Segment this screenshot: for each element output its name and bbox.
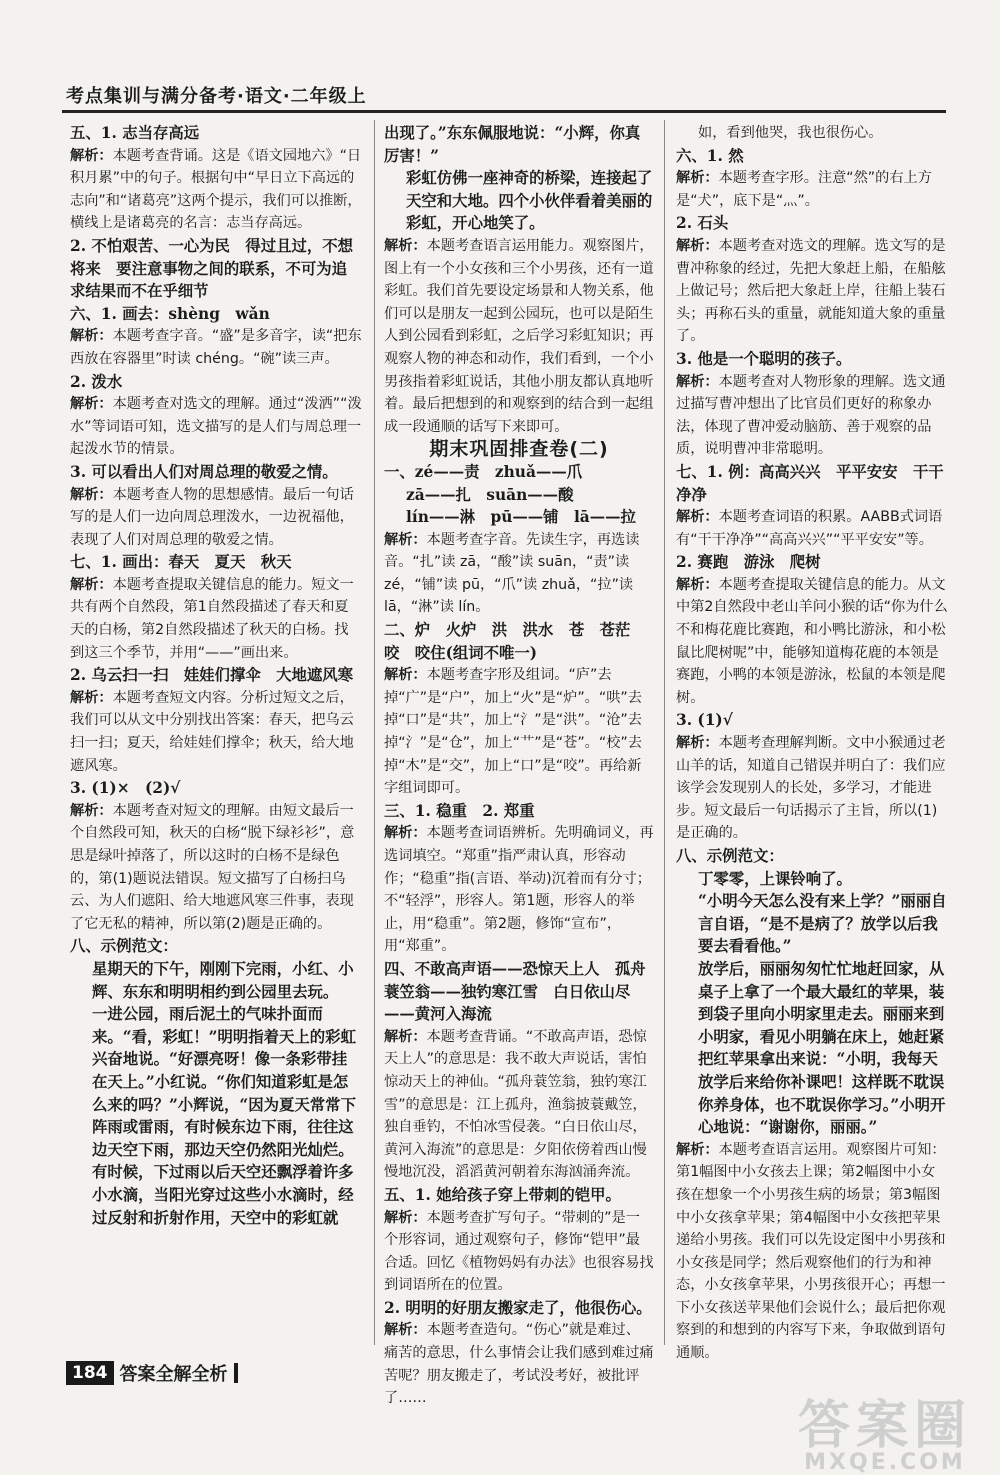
explanation: 解析：本题考查提取关键信息的能力。从文中第2自然段中老山羊问小猴的话“你为什么不和梅花鹿比赛跑，和小鸭比游泳，和小松鼠比爬树呢”中，能够知道梅花鹿的本领是赛跑，小鸭的本领是游泳，松鼠的本领是爬树。 xyxy=(676,576,948,706)
explanation: 解析：本题考查背诵。这是《语文园地六》“日积月累”中的句子。根据句中“早日立下高远的志向”和“诸葛亮”这两个提示，我们可以推断，横线上是诸葛亮的名言：志当存高远。 xyxy=(70,147,362,232)
answer-line: zā——扎 suān——酸 xyxy=(406,485,574,504)
answer-line: 出现了。”东东佩服地说：“小辉，你真厉害！” xyxy=(384,124,641,165)
answer-line: “小明今天怎么没有来上学？”丽丽自言自语，“是不是病了？放学以后我要去看看他。” xyxy=(698,892,947,956)
explanation: 解析：本题考查造句。“伤心”就是难过、痛苦的意思，什么事情会让我们感到难过痛苦呢？朋友搬走了，考试没考好，被批评了…… xyxy=(384,1322,654,1407)
answer-line: 八、示例范文： xyxy=(70,937,178,956)
explanation: 解析：本题考查字形。注意“然”的右上方是“犬”，底下是“灬”。 xyxy=(676,170,932,209)
answer-line: 一、zé——责 zhuǎ——爪 xyxy=(384,462,583,481)
answer-line: 3. (1)√ xyxy=(676,711,733,730)
explanation: 解析：本题考查人物的思想感情。最后一句话写的是人们一边向周总理泼水，一边祝福他，表现了人们对周总理的敬爱之情。 xyxy=(70,486,354,548)
answer-line: 二、炉 火炉 洪 洪水 苍 苍茫 咬 咬住(组词不唯一) xyxy=(384,621,646,662)
explanation: 解析：本题考查短文内容。分析过短文之后，我们可以从文中分别找出答案：春天，把乌云扫一扫；夏天，给娃娃们撑伞；秋天，给大地遮风寒。 xyxy=(70,689,354,774)
running-header: 考点集训与满分备考·语文·二年级上 xyxy=(66,86,367,107)
answer-line: 六、1. 然 xyxy=(676,146,744,165)
answer-line: 四、不敢高声语——恐惊天上人 孤舟蓑笠翁——独钓寒江雪 白日依山尽——黄河入海流 xyxy=(384,959,646,1024)
page-footer xyxy=(66,1360,238,1386)
footer-bar xyxy=(234,1363,238,1383)
answer-line: 七、1. 例：高高兴兴 平平安安 干干净净 xyxy=(676,462,944,504)
answer-line: 六、1. 画去：shèng wǎn xyxy=(70,304,270,323)
explanation: 解析：本题考查扩写句子。“带刺的”是一个形容词，通过观察句子，修饰“铠甲”最合适。回忆《植物妈妈有办法》也很容易找到词语所在的位置。 xyxy=(384,1209,654,1294)
explanation: 解析：本题考查对选文的理解。选文写的是曹冲称象的经过，先把大象赶上船，在船舷上做记号；然后把大象赶上岸，往船上装石头；再称石头的重量，就能知道大象的重量了。 xyxy=(676,237,946,345)
column-2 xyxy=(384,122,654,1410)
explanation: 解析：本题考查理解判断。文中小猴通过老山羊的话，知道自己错误并明白了：我们应该学会发现别人的长处，多学习，才能进步。短文最后一句话揭示了主旨，所以(1)是正确的。 xyxy=(676,735,946,842)
explanation: 解析：本题考查语言运用能力。观察图片，图上有一个小女孩和三个小男孩，还有一道彩虹。我们首先要设定场景和人物关系，他们可以是朋友一起到公园玩，也可以是陌生人到公园看到彩虹，之后学习彩虹知识；再观察人物的神态和动作，我们看到，一个小男孩指着彩虹说话，其他小朋友都认真地听着。最后把想到的和观察到的结合到一起组成一段通顺的话写下来即可。 xyxy=(384,237,654,435)
watermark-url: MXQE.COM xyxy=(804,1450,966,1475)
answer-line: 七、1. 画出：春天 夏天 秋天 xyxy=(70,553,292,572)
answer-line: 2. 泼水 xyxy=(70,372,123,391)
column-divider-1 xyxy=(374,120,375,1345)
footer-label: 答案全解全析 xyxy=(119,1364,228,1385)
header-rule xyxy=(62,110,946,113)
answer-line: 3. (1)× (2)√ xyxy=(70,779,181,798)
column-divider-2 xyxy=(664,120,665,1345)
answer-line: 一进公园，雨后泥土的气味扑面而来。“看，彩虹！”明明指着天上的彩虹兴奋地说。“好漂亮呀！像一条彩带挂在天上。”小红说。“你们知道彩虹是怎么来的吗？”小辉说，“因为夏天常常下阵雨或雷雨，有时候东边下雨，往往这边天空下雨，那边天空仍然阳光灿烂。有时候，下过雨以后天空还飘浮着许多小水滴，当阳光穿过这些小水滴时，经过反射和折射作用，天空中的彩虹就 xyxy=(92,1005,356,1227)
answer-line: 3. 他是一个聪明的孩子。 xyxy=(676,349,852,368)
answer-line: 三、1. 稳重 2. 郑重 xyxy=(384,801,535,820)
explanation: 解析：本题考查对短文的理解。由短文最后一个自然段可知，秋天的白杨“脱下绿衫衫”，意思是绿叶掉落了，所以这时的白杨不是绿色的，第(1)题说法错误。短文描写了白杨扫乌云、为人们遮阳、给大地遮风寒三件事，表现了它无私的精神，所以第(2)题是正确的。 xyxy=(70,802,355,932)
explanation: 解析：本题考查词语的积累。AABB式词语有“干干净净”“高高兴兴”“平平安安”等。 xyxy=(676,509,943,548)
answer-line: 3. 可以看出人们对周总理的敬爱之情。 xyxy=(70,462,338,481)
section-title: 期末巩固排查卷(二) xyxy=(429,438,609,461)
explanation: 解析：本题考查字音。“盛”是多音字，读“把东西放在容器里”时读 chéng。“碗”读三声。 xyxy=(70,328,362,367)
answer-line: 彩虹仿佛一座神奇的桥梁，连接起了天空和大地。四个小伙伴看着美丽的彩虹，开心地笑了。 xyxy=(406,169,653,233)
explanation: 解析：本题考查字音。先读生字，再选读音。“扎”读 zā，“酸”读 suān，“责”读 zé，“铺”读 pū，“爪”读 zhuǎ，“拉”读 lā，“淋”读 lín。 xyxy=(384,531,640,616)
explanation: 解析：本题考查语言运用。观察图片可知：第1幅图中小女孩去上课；第2幅图中小女孩在想象一个小男孩生病的场景；第3幅图中小女孩拿苹果；第4幅图中小女孩把苹果递给小男孩。我们可以先设定图中小男孩和小女孩是同学；然后观察他们的行为和神态，小女孩拿苹果，小男孩很开心；再想一下小女孩送苹果他们会说什么；最后把你观察到的和想到的内容写下来，争取做到语句通顺。 xyxy=(676,1141,946,1362)
answer-line: 八、示例范文： xyxy=(676,847,784,865)
answer-line: 2. 乌云扫一扫 娃娃们撑伞 大地遮风寒 xyxy=(70,666,354,685)
answer-line: 星期天的下午，刚刚下完雨，小红、小辉、东东和明明相约到公园里去玩。 xyxy=(92,959,354,1001)
answer-line: 如，看到他哭，我也很伤心。 xyxy=(698,125,883,141)
watermark-text: 答案圈 xyxy=(797,1396,972,1456)
answer-line: 2. 石头 xyxy=(676,214,729,233)
explanation: 解析：本题考查对选文的理解。通过“泼洒”“泼水”等词语可知，选文描写的是人们与周总理一起泼水节的情景。 xyxy=(70,396,362,458)
column-3 xyxy=(676,122,948,1365)
answer-line: 2. 不怕艰苦、一心为民 得过且过，不想将来 要注意事物之间的联系，不可为追求结果而不在乎细节 xyxy=(70,236,354,301)
explanation: 解析：本题考查对人物形象的理解。选文通过描写曹冲想出了比官员们更好的称象办法，体现了曹冲爱动脑筋、善于观察的品质，说明曹冲非常聪明。 xyxy=(676,373,946,458)
explanation: 解析：本题考查词语辨析。先明确词义，再选词填空。“郑重”指严肃认真，形容动作；“稳重”指(言语、举动)沉着而有分寸；不“轻浮”，形容人。第1题，形容人的举止，用“稳重”。第2题，修饰“宣布”，用“郑重”。 xyxy=(384,825,654,955)
answer-line: lín——淋 pū——铺 lā——拉 xyxy=(406,508,636,527)
explanation: 解析：本题考查字形及组词。“庐”去掉“广”是“户”，加上“火”是“炉”。“哄”去掉“口”是“共”，加上“氵”是“洪”。“沧”去掉“氵”是“仓”，加上“艹”是“苍”。“校”去掉“木”是“交”，加上“口”是“咬”。再给新字组词即可。 xyxy=(384,667,642,797)
answer-line: 五、1. 志当存高远 xyxy=(70,124,200,142)
page-number: 184 xyxy=(66,1361,114,1385)
answer-line: 丁零零，上课铃响了。 xyxy=(698,869,852,888)
watermark-logo xyxy=(797,1396,972,1475)
column-1 xyxy=(70,122,362,1229)
explanation: 解析：本题考查提取关键信息的能力。短文一共有两个自然段，第1自然段描述了春天和夏天的白杨，第2自然段描述了秋天的白杨。找到这三个季节，并用“——”画出来。 xyxy=(70,576,354,661)
answer-line: 2. 赛跑 游泳 爬树 xyxy=(676,553,821,572)
answer-line: 五、1. 她给孩子穿上带刺的铠甲。 xyxy=(384,1185,621,1204)
answer-line: 放学后，丽丽匆匆忙忙地赶回家，从桌子上拿了一个最大最红的苹果，装到袋子里向小明家里走去。丽丽来到小明家，看见小明躺在床上，她赶紧把红苹果拿出来说：“小明，我每天放学后来给你补课吧！这样既不耽误你养身体，也不耽误你学习。”小明开心地说：“谢谢你，丽丽。” xyxy=(698,959,946,1137)
answer-line: 2. 明明的好朋友搬家走了，他很伤心。 xyxy=(384,1298,652,1317)
explanation: 解析：本题考查背诵。“不敢高声语，恐惊天上人”的意思是：我不敢大声说话，害怕惊动天上的神仙。“孤舟蓑笠翁，独钓寒江雪”的意思是：江上孤舟，渔翁披蓑戴笠，独自垂钓，不怕冰雪侵袭。“白日依山尽，黄河入海流”的意思是：夕阳依傍着西山慢慢地沉没，滔滔黄河朝着东海汹涌奔流。 xyxy=(384,1028,647,1181)
